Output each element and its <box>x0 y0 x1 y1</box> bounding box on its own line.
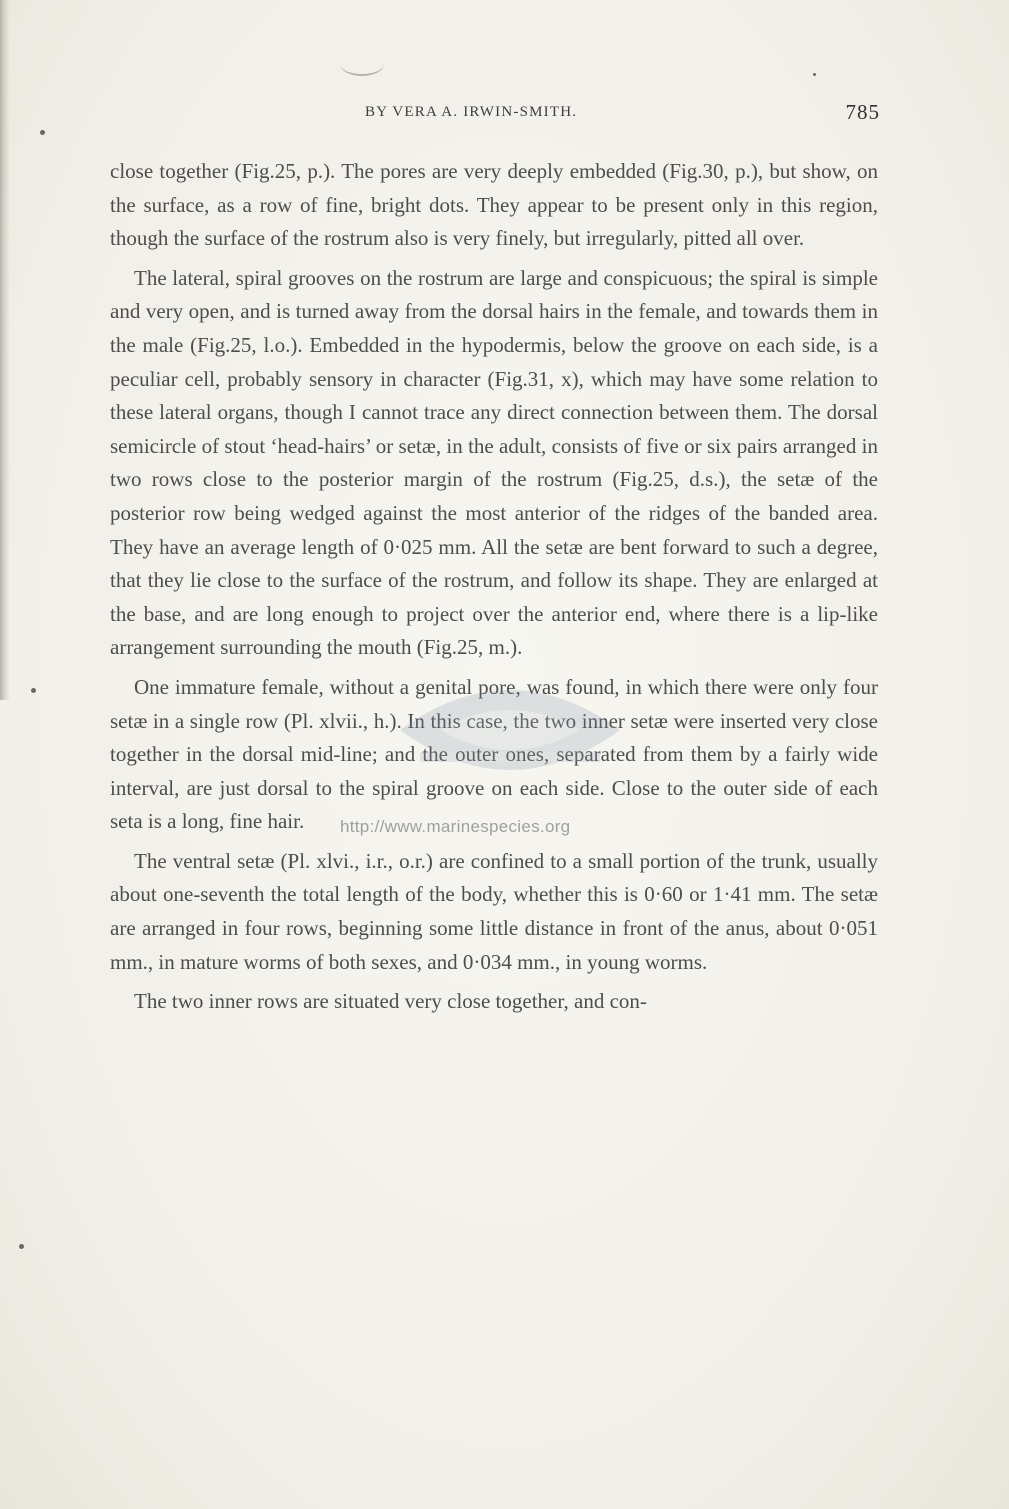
watermark-url: http://www.marinespecies.org <box>340 817 571 836</box>
page-header <box>110 100 880 130</box>
paragraph: The lateral, spiral grooves on the rostrum are large and conspicuous; the spiral is simple and very open, and is turned away from the dorsal hairs in the female, and towards them in the male (Fig.25, l.o.). Embedded in the hypodermis, below the groove on each side, is a peculiar cell, probably sensory in character (Fig.31, x), which may have some relation to these lateral organs, though I cannot trace any direct connection between them. The dorsal semicircle of stout ‘head-hairs’ or setæ, in the adult, consists of five or six pairs arranged in two rows close to the posterior margin of the rostrum (Fig.25, d.s.), the setæ of the posterior row being wedged against the most anterior of the ridges of the banded area. They have an average length of 0·025 mm. All the setæ are bent forward to such a degree, that they lie close to the surface of the rostrum, and follow its shape. They are enlarged at the base, and are long enough to project over the anterior end, where there is a lip-like arrangement surrounding the mouth (Fig.25, m.). <box>110 265 878 660</box>
scan-speck <box>813 73 816 76</box>
scan-artifact-mark <box>340 52 384 76</box>
paragraph: One immature female, without a genital pore, was found, in which there were only four setæ in a single row (Pl. xlvii., h.). In this case, the two inner setæ were inserted very close together in the dorsal mid-line; and the outer ones, separated from them by a fairly wide interval, are just dorsal to the spiral groove on each side. Close to the outer side of each seta is a long, fine hair. <box>110 674 878 834</box>
scan-speck <box>19 1244 24 1249</box>
binding-edge-shadow <box>0 0 10 700</box>
scan-speck <box>31 688 36 693</box>
page-number: 785 <box>845 100 880 124</box>
scan-speck <box>40 130 45 135</box>
body-text <box>110 155 878 1025</box>
running-head: BY VERA A. IRWIN-SMITH. <box>365 104 578 120</box>
paragraph: The two inner rows are situated very close together, and con- <box>134 989 647 1014</box>
paragraph: The ventral setæ (Pl. xlvi., i.r., o.r.) are confined to a small portion of the trunk, usually about one-seventh the total length of the body, whether this is 0·60 or 1·41 mm. The setæ are arranged in four rows, beginning some little distance in front of the anus, about 0·051 mm., in mature worms of both sexes, and 0·034 mm., in young worms. <box>110 848 878 974</box>
paragraph: close together (Fig.25, p.). The pores are very deeply embedded (Fig.30, p.), but show, on the surface, as a row of fine, bright dots. They appear to be present only in this region, though the surface of the rostrum also is very finely, but irregularly, pitted all over. <box>110 159 878 251</box>
